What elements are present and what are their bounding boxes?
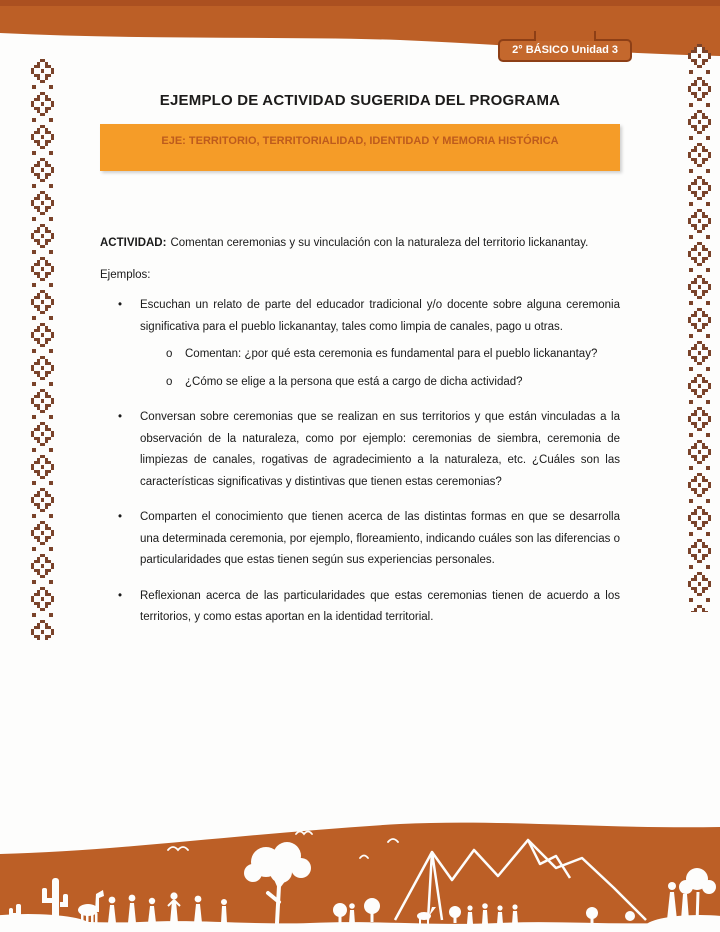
eje-banner: EJE: TERRITORIO, TERRITORIALIDAD, IDENTIDAD Y MEMORIA HISTÓRICA (100, 124, 620, 171)
content-column (100, 0, 620, 629)
bullet-icon: • (118, 299, 123, 311)
textile-border-left-icon (30, 57, 55, 640)
activity-label: ACTIVIDAD: (100, 237, 167, 249)
sub-list-item (100, 372, 620, 394)
landscape-illustration (0, 820, 720, 932)
bullet-icon: • (118, 511, 123, 523)
list-item (100, 586, 620, 629)
sub-list-item-text: Comentan: ¿por qué esta ceremonia es fundamental para el pueblo lickanantay? (185, 348, 598, 360)
list-item (100, 407, 620, 493)
activity-text: Comentan ceremonias y su vinculación con la naturaleza del territorio lickanantay. (170, 237, 589, 249)
examples-label: Ejemplos: (100, 269, 151, 281)
bullet-icon: • (118, 411, 123, 423)
sub-list-item-text: ¿Cómo se elige a la persona que está a cargo de dicha actividad? (185, 375, 523, 388)
sub-bullet-icon: o (166, 348, 173, 360)
list-item (100, 295, 620, 338)
textile-border-right-icon (687, 42, 712, 612)
page-title: EJEMPLO DE ACTIVIDAD SUGERIDA DEL PROGRAMA (159, 92, 561, 109)
list-item-text: Comparten el conocimiento que tienen acerca de las distintas formas en que se desarrolla una determinada ceremonia, por ejemplo, floreamiento, indicando cuáles son las diferencias o particularidades que estas tienen según sus experiencias personales. (140, 511, 620, 566)
list-item-text: Reflexionan acerca de las particularidades que estas ceremonias tienen de acuerdo a los territorios, y como estas aportan en la identidad territorial. (140, 589, 620, 623)
sub-list-item (100, 344, 620, 366)
unit-badge: 2° BÁSICO Unidad 3 (498, 39, 632, 62)
list-item-text: Conversan sobre ceremonias que se realizan en sus territorios y que están vinculadas a la observación de la naturaleza, como por ejemplo: ceremonias de siembra, ceremonia de limpiezas de canales, rogativas de agradecimiento a la naturaleza, etc. ¿Cuáles son las características significativas y distintivas que tienen estas ceremonias? (140, 411, 620, 488)
list-item-text: Escuchan un relato de parte del educador tradicional y/o docente sobre alguna ceremonia significativa para el pueblo lickanantay, tales como limpia de canales, pago u otras. (140, 299, 620, 333)
sub-bullet-icon: o (166, 375, 173, 388)
list-item (100, 507, 620, 572)
activity-line (100, 235, 620, 252)
orange-hill (0, 823, 720, 932)
bullet-icon: • (118, 589, 123, 602)
